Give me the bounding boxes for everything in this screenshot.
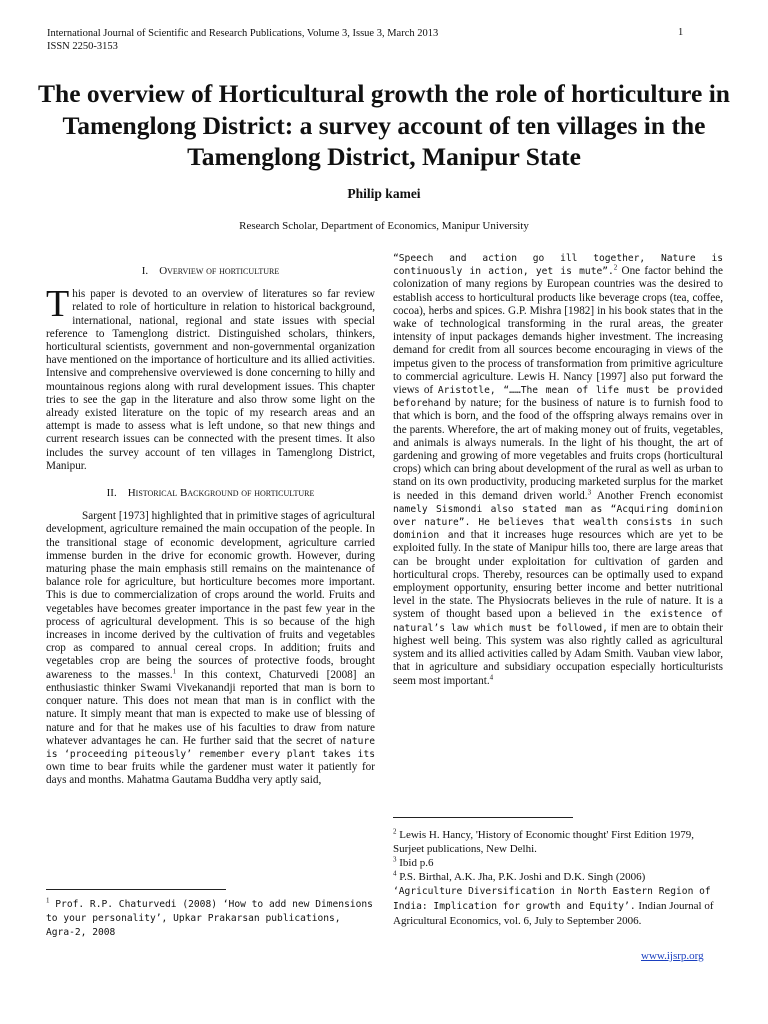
footnote-1: $^1$ Prof. R.P. Chaturvedi (2008) ‘How to add new Dimensions to your personality’, Upkar Prakarsan publications, Agra-2, 2008 xyxy=(46,896,373,938)
footnotes-right xyxy=(393,828,723,928)
footnote-4-continued: ‘Agriculture Diversification in North Eastern Region of India: Implication for growth and Equity’. Indian Journal of Agricultural Economics, vol. 6, July to September 2006. xyxy=(393,886,714,927)
footnote-ref-2[interactable]: 2 xyxy=(613,263,618,272)
footnote-ref-1[interactable]: 1 xyxy=(172,666,177,675)
author-name: Philip kamei xyxy=(347,186,421,201)
section-1-paragraph: This paper is devoted to an overview of literatures so far review related to role of horticulture in relation to historical background, international, national, regional and state issues with special reference to Tamenglong district. Distinguished scholars, thinkers, horticultural scientists, government and non-governmental organization have mentioned on the importance of horticulture and its allied activities. Intensive and comprehensive overviewed is done concerning to hilly and mountainous regions along with rural development issues. This chapter tries to see the gap in the literature and also throw some light on the already existed literature on the topic of my research areas and an attempt is made to assess what is left undone, so that new things and current research issues can be connected with the present times. It also includes the survey account of ten villages in Tamenglong District, Manipur. xyxy=(46,283,375,472)
author-affiliation: Research Scholar, Department of Economics, Manipur University xyxy=(239,220,529,232)
footnote-divider xyxy=(46,889,226,890)
drop-cap: T xyxy=(46,283,70,326)
footnote-2: $^2$ Lewis H. Hancy, 'History of Economic thought' First Edition 1979, Surjeet publications, New Delhi. xyxy=(393,827,694,855)
footnote-divider xyxy=(393,817,573,818)
section-heading-1: I. Overview of horticulture xyxy=(141,265,280,277)
footnote-4: $^4$ P.S. Birthal, A.K. Jha, P.K. Joshi and D.K. Singh (2006) xyxy=(393,869,646,883)
journal-name: International Journal of Scientific and Research Publications, Volume 3, Issue 3, March 2013 xyxy=(47,28,439,39)
section-heading-2: II. Historical Background of horticulture xyxy=(106,487,315,500)
footnote-ref-4[interactable]: 4 xyxy=(489,672,494,681)
journal-website-link[interactable]: www.ijsrp.org xyxy=(641,950,704,962)
footnote-3: $^3$ Ibid p.6 xyxy=(393,855,434,869)
paper-title: The overview of Horticultural growth the role of horticulture in Tamenglong District: a survey account of ten villages in the Tamenglong District, Manipur State xyxy=(38,79,730,171)
page-number: 1 xyxy=(678,27,684,38)
journal-header xyxy=(47,27,438,53)
issn: ISSN 2250-3153 xyxy=(47,41,118,52)
footnote-ref-3[interactable]: 3 xyxy=(587,487,592,496)
right-column xyxy=(393,252,723,688)
right-paragraph: “Speech and action go ill together, Nature is continuously in action, yet is mute”.$^2$ One factor behind the colonization of many regions by European countries was the desired to establish access to horticultural products like beverage crops (tea, coffee, cocoa), herbs and spices. G.P. Mishra [1982] in his book states that in the wake of technological transforming in the rural areas, the greater intensity of input packages demands higher investment. The increasing demand for credit from all sources become encouraging in views of the impetus given to the process of transformation from primitive agriculture to commercial agriculture. Lewis H. Nancy [1997] also put forward the views of Aristotle, “……The mean of life must be provided beforehand by nature; for the business of nature is to furnish food to that which is born, and the food of the offspring always remains over in the parents. Wherefore, the art of making money out of fruits, vegetables, and animals is always numerals. In the light of his thought, the art of gardening and growing of more vegetables and fruits crops (horticultural crops) which can bring about development of the rural as well as urban to stand on its own productivity, producing marketed surplus for the market is needed in this demand driven world.$^3$ Another French economist namely Sismondi also stated man as “Acquiring dominion over nature”. He believes that wealth consists in such dominion and that it increases huge resources which are yet to be exploited fully. In the state of Manipur hills too, there are large areas that can be brought under exploitation for cultivation of garden and horticultural crops. Thereby, resources can be optimally used to expand employment opportunity, ensuring better income and better nutritional level in the state. The Physiocrats believes in the rule of nature. It is a system of thought based upon a believed in the existence of natural’s law which must be followed, if men are to obtain their highest well being. This system was also rightly called as agricultural system and its allied activities called by Adam Smith. Vauban view labor, that in agriculture and subsidiary occupation especially horticulturists seem most important.$^4$ xyxy=(393,253,724,687)
section-2-paragraph: Sargent [1973] highlighted that in primitive stages of agricultural development, agriculture remained the main occupation of the people. In the transitional stage of economic development, agriculture carried immense burden in the drive for economic growth. However, during maturing phase the main emphasis still remains on the maintenance of balance role for agriculture, but horticulture becomes more important. This is due to commercialization of crops around the world. Fruits and vegetables have becomes greater importance in the past few year in the process of agricultural development. This is so because of the high increases in income derived by the cultivation of fruits and vegetables crop as compared to annual cereal crops. In addition; fruits and vegetables crop are being the sources of protective foods, brought awareness to the masses.$^1$ In this context, Chaturvedi [2008] an enthusiastic thinker Swami Vivekanandji reported that man is born to conquer nature. This does not mean that man is in conflict with the nature. It simply meant that man is expected to make use of blessing of nature and for that he makes use of his faculties to draw from nature whatever advantages he can. He further said that the secret of nature is ‘proceeding piteously’ remember every plant takes its own time to bear fruits while the gardener must water it patiently for days and months. Mahatma Gautama Buddha very aptly said, xyxy=(46,510,375,787)
left-column xyxy=(46,252,375,788)
